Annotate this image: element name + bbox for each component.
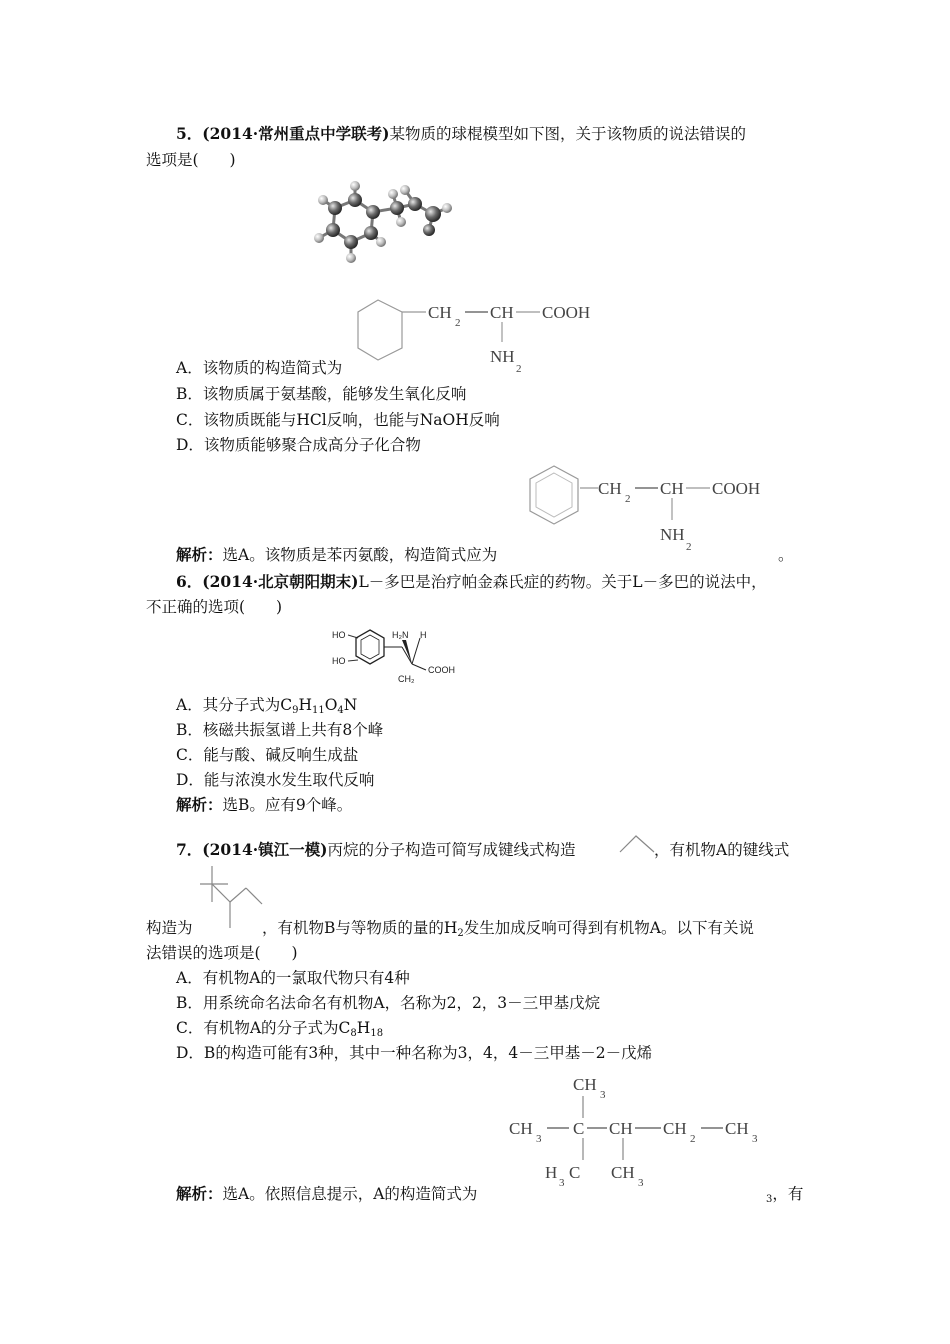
q5s-nh-sub: 2 — [686, 541, 692, 553]
q5-analysis — [176, 545, 497, 565]
q7-option-d: D．B的构造可能有3种，其中一种名称为3，4，4－三甲基－2－戊烯 — [176, 1044, 653, 1062]
q5s-ch2-sub: 2 — [625, 493, 631, 505]
a-top-ch3-sub: 3 — [600, 1089, 606, 1101]
a-bottom-h-sub: 3 — [559, 1177, 565, 1189]
q7-stem-line1b: ，有机物A的键线式 — [654, 841, 790, 859]
a-ch2: CH — [663, 1119, 687, 1138]
q5-analysis-text: 选A。该物质是苯丙氨酸，构造简式应为 — [222, 546, 498, 564]
q7-option-c: C．有机物A的分子式为$C_8H_{18}$ — [176, 1019, 384, 1039]
ldopa-h2n: H₂N — [392, 630, 409, 640]
a-top-ch3: CH — [573, 1075, 597, 1094]
q5-option-c: C．该物质既能与HCl反响，也能与NaOH反响 — [176, 411, 500, 429]
q7-option-a: A．有机物A的一氯取代物只有4种 — [176, 969, 410, 987]
q7-analysis-text: 选A。依照信息提示，A的构造简式为 — [222, 1185, 478, 1203]
q5-stem-line1 — [176, 124, 746, 144]
propane-skeletal-formula — [618, 832, 658, 856]
q7-analysis-tail: 3，有 — [766, 1185, 804, 1205]
q7-analysis-label: 解析： — [176, 1184, 223, 1203]
a-bottom-h: H — [545, 1163, 558, 1182]
q6-option-a: A．其分子式为$C_9H_{11}O_4N$ — [176, 696, 358, 716]
a-bottom-c: C — [569, 1163, 581, 1182]
q7-stem-line3: 法错误的选项是( ) — [146, 944, 298, 962]
q7-source: (2014·镇江一模) — [202, 840, 328, 859]
q5-option-a: A．该物质的构造简式为 — [176, 359, 343, 377]
compound-a-skeletal-formula — [200, 862, 266, 934]
q7-number: 7． — [176, 840, 203, 859]
compound-a-condensed-formula — [505, 1068, 775, 1196]
q7-stem-line2b: ，有机物B与等物质的量的$H_2$发生加成反响可得到有机物A。以下有关说 — [262, 919, 754, 939]
q6-stem-line2: 不正确的选项( ) — [146, 598, 283, 616]
a-right-ch3-sub: 3 — [752, 1133, 758, 1145]
q5-cyclohexyl-formula — [352, 290, 612, 380]
q6-option-d: D．能与浓溴水发生取代反响 — [176, 771, 375, 789]
q5a-ch2-sub: 2 — [455, 317, 461, 329]
a-left-ch3-sub: 3 — [536, 1133, 542, 1145]
q5-analysis-label: 解析： — [176, 545, 223, 564]
q5s-ch2: CH — [598, 479, 622, 498]
q6-analysis-label: 解析： — [176, 795, 223, 814]
q5-source: (2014·常州重点中学联考) — [202, 124, 390, 143]
ldopa-h: H — [420, 630, 427, 640]
q7-stem-line1 — [176, 840, 576, 860]
q7-analysis — [176, 1184, 477, 1204]
a-right-ch3: CH — [725, 1119, 749, 1138]
q6-source: (2014·北京朝阳期末) — [202, 572, 359, 591]
q5s-nh: NH — [660, 525, 685, 544]
q5s-cooh: COOH — [712, 479, 761, 498]
q7-stem-text: 丙烷的分子构造可简写成键线式构造 — [327, 841, 576, 859]
q6-stem-line1 — [176, 572, 767, 592]
q5a-cooh: COOH — [542, 303, 591, 322]
a-ch2-sub: 2 — [690, 1133, 696, 1145]
a-bottom-ch3-sub: 3 — [638, 1177, 644, 1189]
q6-stem-text: L－多巴是治疗帕金森氏症的药物。关于L－多巴的说法中， — [358, 573, 767, 591]
q6-option-c: C．能与酸、碱反响生成盐 — [176, 746, 359, 764]
a-left-ch3: CH — [509, 1119, 533, 1138]
q5-stem-text: 某物质的球棍模型如下图，关于该物质的说法错误的 — [389, 125, 747, 143]
q5a-nh: NH — [490, 347, 515, 366]
l-dopa-structure — [328, 624, 468, 686]
a-bottom-ch3: CH — [611, 1163, 635, 1182]
q7-stem-line2: 构造为 — [146, 919, 193, 937]
q6-option-b: B．核磁共振氢谱上共有8个峰 — [176, 721, 384, 739]
q5a-ch2: CH — [428, 303, 452, 322]
a-quaternary-c: C — [573, 1119, 585, 1138]
q6-analysis-text: 选B。应有9个峰。 — [222, 796, 353, 814]
q5-analysis-end: 。 — [778, 546, 794, 564]
ldopa-cooh: COOH — [428, 665, 455, 675]
q5-option-b: B．该物质属于氨基酸，能够发生氧化反响 — [176, 385, 467, 403]
q5a-nh-sub: 2 — [516, 363, 522, 375]
a-ch: CH — [609, 1119, 633, 1138]
ldopa-ho2: HO — [332, 656, 346, 666]
q5-phenyl-formula — [526, 462, 786, 554]
q5-option-d: D．该物质能够聚合成高分子化合物 — [176, 436, 421, 454]
q6-analysis — [176, 795, 352, 815]
q5-stem-line2: 选项是( ) — [146, 151, 236, 169]
q5s-ch: CH — [660, 479, 684, 498]
q6-number: 6． — [176, 572, 203, 591]
q5-number: 5． — [176, 124, 203, 143]
ldopa-ch2: CH₂ — [398, 674, 415, 684]
q5a-ch: CH — [490, 303, 514, 322]
ball-and-stick-model — [305, 178, 460, 273]
q7-option-b: B．用系统命名法命名有机物A，名称为2，2，3－三甲基戊烷 — [176, 994, 601, 1012]
ldopa-ho1: HO — [332, 630, 346, 640]
